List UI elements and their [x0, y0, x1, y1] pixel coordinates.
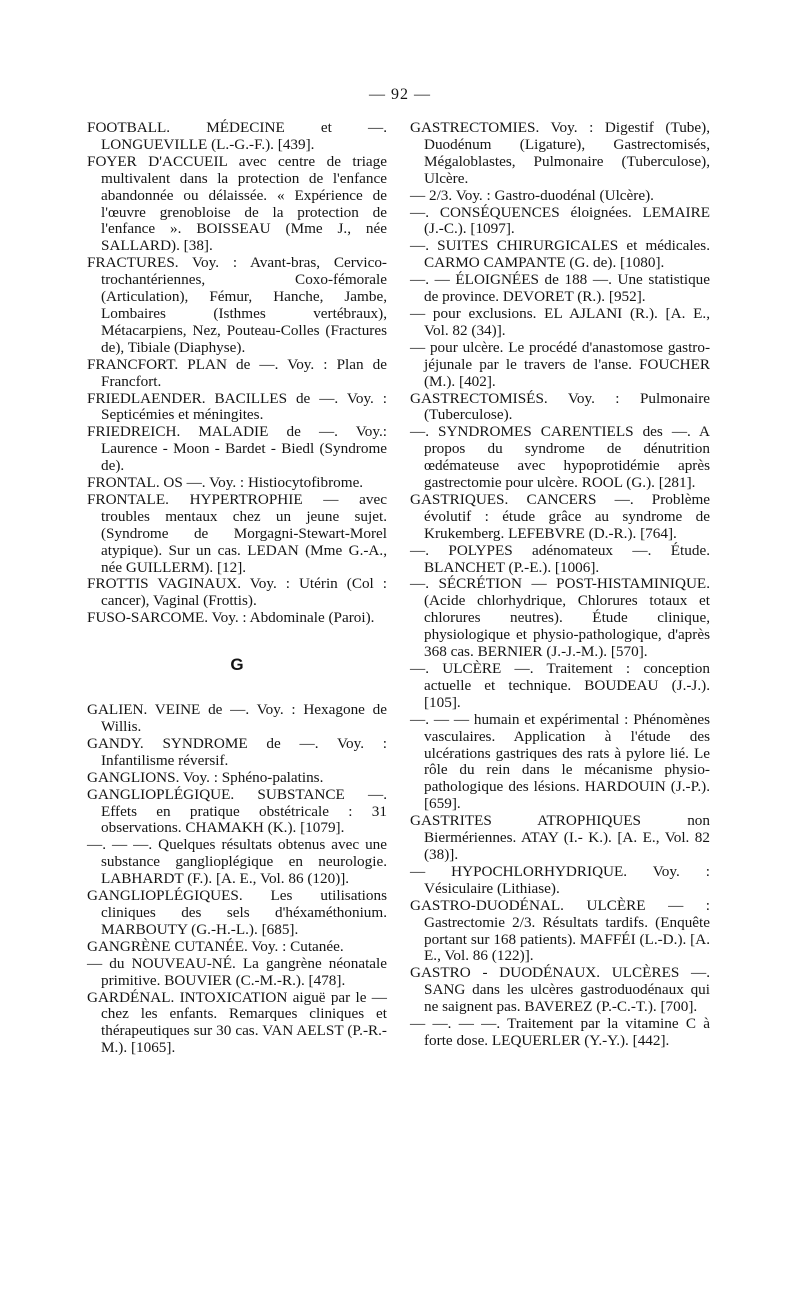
index-entry: FUSO-SARCOME. Voy. : Abdominale (Paroi). [87, 609, 375, 627]
index-entry: —. ULCÈRE —. Traitement : conception actuelle et technique. BOUDEAU (J.-J.). [105]. [410, 660, 710, 711]
index-entry: GANGRÈNE CUTANÉE. Voy. : Cutanée. [87, 937, 344, 955]
left-column [87, 120, 387, 1057]
index-entry: FRIEDREICH. MALADIE de —. Voy.: Laurence - Moon - Bardet - Biedl (Syndrome de). [87, 423, 387, 475]
index-entry: — pour exclusions. EL AJLANI (R.). [A. E., Vol. 82 (34)]. [410, 304, 710, 339]
index-entry: — —. — —. Traitement par la vitamine C à forte dose. LEQUERLER (Y.-Y.). [442]. [410, 1015, 710, 1049]
index-entry: FROTTIS VAGINAUX. Voy. : Utérin (Col : cancer), Vaginal (Frottis). [87, 575, 387, 610]
index-entry: —. — —. Quelques résultats obtenus avec une substance ganglioplégique en neurologie. LABHARDT (F.). [A. E., Vol. 86 (120)]. [87, 836, 387, 888]
index-entry: — HYPOCHLORHYDRIQUE. Voy. : Vésiculaire (Lithiase). [410, 862, 710, 897]
index-entry: —. — ÉLOIGNÉES de 188 —. Une statistique de province. DEVORET (R.). [952]. [410, 271, 710, 306]
index-entry: FRONTALE. HYPERTROPHIE — avec troubles mentaux chez un jeune sujet. (Syndrome de Morgagni-Stewart-Morel atypique). Sur un cas. LEDAN (Mme G.-A., née GUILLERM). [12]. [87, 490, 387, 576]
index-entry: FRANCFORT. PLAN de —. Voy. : Plan de Francfort. [87, 355, 387, 390]
index-entry: —. CONSÉQUENCES éloignées. LEMAIRE (J.-C.). [1097]. [410, 203, 710, 238]
index-entry: FOOTBALL. MÉDECINE et —. LONGUEVILLE (L.-G.-F.). [439]. [87, 119, 387, 153]
index-entry: —. SUITES CHIRURGICALES et médicales. CARMO CAMPANTE (G. de). [1080]. [410, 237, 710, 272]
index-entry: GANGLIOPLÉGIQUES. Les utilisations cliniques des sels d'héxaméthonium. MARBOUTY (G.-H.-L.). [685]. [87, 887, 387, 938]
section-heading: G [230, 655, 244, 675]
index-entry: —. SÉCRÉTION — POST-HISTAMINIQUE. (Acide chlorhydrique, Chlorures totaux et chlorures neutres). Étude clinique, physiologique et physio-pathologique, d'après 368 cas. BERNIER (J.-J.-M.). [570]. [410, 575, 710, 661]
index-entry: FRACTURES. Voy. : Avant-bras, Cervico-trochantériennes, Coxo-fémorale (Articulation), Fémur, Hanche, Jambe, Lombaires (Isthmes vertébraux), Métacarpiens, Nez, Pouteau-Colles (Fractures de), Tibiale (Diaphyse). [87, 254, 387, 356]
index-entry: — pour ulcère. Le procédé d'anastomose gastro-jéjunale par le travers de l'anse. FOUCHER (M.). [402]. [410, 338, 710, 390]
index-entry: GARDÉNAL. INTOXICATION aiguë par le — chez les enfants. Remarques cliniques et thérapeutiques sur 30 cas. VAN AELST (P.-R.-M.). [1065]. [87, 988, 387, 1057]
index-entry: GALIEN. VEINE de —. Voy. : Hexagone de Willis. [87, 701, 387, 735]
index-entry: GANGLIOPLÉGIQUE. SUBSTANCE —. Effets en pratique obstétricale : 31 observations. CHAMAKH (K.). [1079]. [87, 785, 387, 837]
index-entry: GASTRECTOMISÉS. Voy. : Pulmonaire (Tuberculose). [410, 389, 710, 424]
right-column [410, 120, 710, 1050]
index-entry: FOYER D'ACCUEIL avec centre de triage multivalent dans la protection de l'enfance abandonnée ou délaissée. « Expérience de l'œuvre grenobloise de la protection de l'enfance ». BOISSEAU (Mme J., née SALLARD). [38]. [87, 152, 387, 255]
index-entry: FRONTAL. OS —. Voy. : Histiocytofibrome. [87, 474, 364, 492]
index-entry: — du NOUVEAU-NÉ. La gangrène néonatale primitive. BOUVIER (C.-M.-R.). [478]. [87, 954, 387, 989]
index-entry: —. POLYPES adénomateux —. Étude. BLANCHET (P.-E.). [1006]. [410, 541, 710, 576]
index-entry: FRIEDLAENDER. BACILLES de —. Voy. : Septicémies et méningites. [87, 389, 387, 424]
index-entry: GASTRIQUES. CANCERS —. Problème évolutif : étude grâce au syndrome de Krukemberg. LEFEBVRE (D.-R.). [764]. [410, 490, 710, 542]
index-entry: GANDY. SYNDROME de —. Voy. : Infantilisme réversif. [87, 734, 387, 769]
index-entry: GASTRECTOMIES. Voy. : Digestif (Tube), Duodénum (Ligature), Gastrectomisés, Mégaloblastes, Pulmonaire (Tuberculose), Ulcère. [410, 119, 710, 187]
index-entry: GASTRO - DUODÉNAUX. ULCÈRES —. SANG dans les ulcères gastroduodénaux qui ne saignent pas. BAVEREZ (P.-C.-T.). [700]. [410, 964, 710, 1016]
page-number: — 92 — [369, 86, 431, 103]
index-entry: GANGLIONS. Voy. : Sphéno-palatins. [87, 768, 324, 786]
index-entry: GASTRITES ATROPHIQUES non Biermériennes. ATAY (I.- K.). [A. E., Vol. 82 (38)]. [410, 812, 710, 863]
index-entry: — 2/3. Voy. : Gastro-duodénal (Ulcère). [410, 186, 654, 204]
index-entry: —. SYNDROMES CARENTIELS des —. A propos du syndrome de dénutrition œdémateuse avec hypoprotidémie après gastrectomie pour ulcère. ROOL (G.). [281]. [410, 423, 710, 492]
index-entry: —. — — humain et expérimental : Phénomènes vasculaires. Application à l'étude des ulcérations gastriques des rats à pylore lié. Le rôle du rein dans le mécanisme physio-pathologique des lésions. HARDOUIN (J.-P.). [659]. [410, 710, 710, 813]
index-entry: GASTRO-DUODÉNAL. ULCÈRE — : Gastrectomie 2/3. Résultats tardifs. (Enquête portant sur 168 patients). MAFFÉI (L.-D.). [A. E., Vol. 86 (122)]. [410, 896, 710, 965]
